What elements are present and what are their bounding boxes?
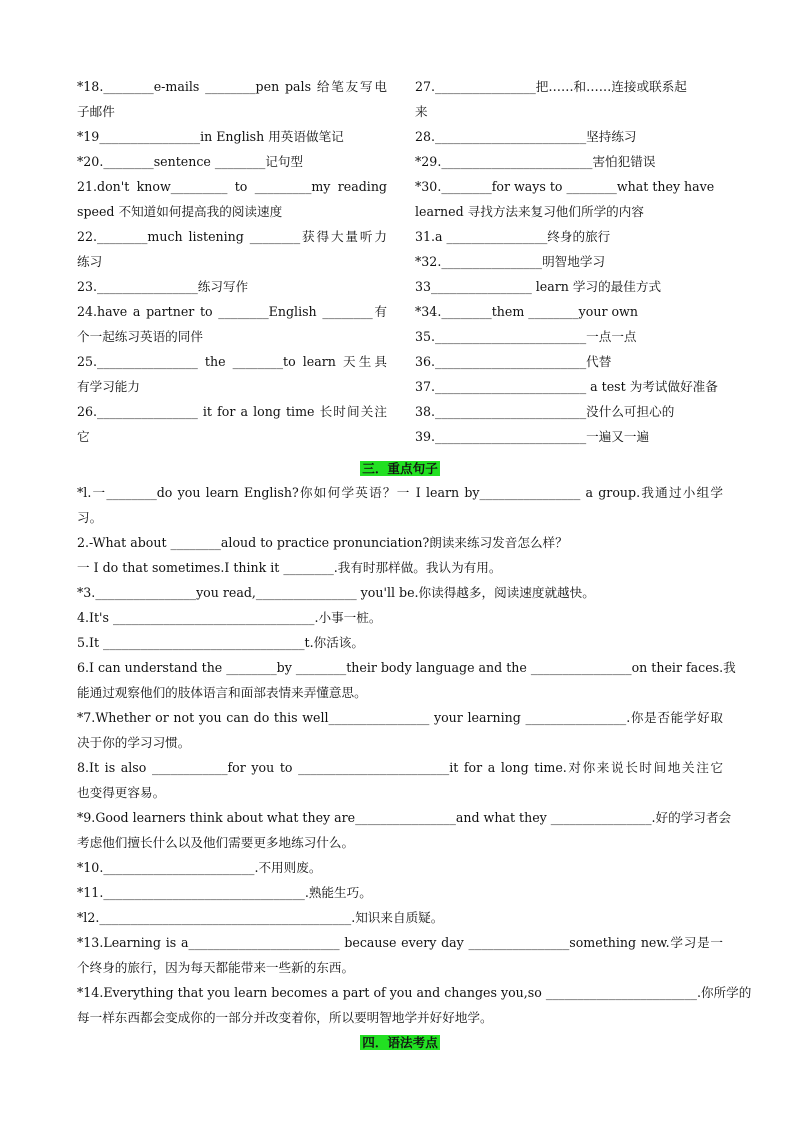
exercise-item-line: 28.________________________坚持练习 [415, 129, 637, 144]
sentence-item [77, 630, 723, 655]
exercise-item [415, 174, 727, 224]
sentence-item-line: 6.I can understand the ________by ________their body language and the ________________on their faces.我 [77, 660, 736, 675]
exercise-item-line: 24.have a partner to ________English ________有 [77, 304, 387, 319]
exercise-item-line: 39.________________________一遍又一遍 [415, 429, 650, 444]
exercise-item [77, 224, 387, 274]
section-title: 三．重点句子 [362, 461, 438, 476]
exercise-item-line: *29.________________________害怕犯错误 [415, 154, 656, 169]
exercise-item [415, 399, 727, 424]
exercise-item [415, 274, 727, 299]
sentence-item [77, 605, 723, 630]
sentence-item-line: *11.________________________________.熟能生巧。 [77, 885, 372, 900]
sentence-item-line: 考虑他们擅长什么以及他们需要更多地练习什么。 [77, 835, 355, 850]
exercise-item [77, 274, 387, 299]
exercise-item [415, 349, 727, 374]
sentence-item-line: 一 I do that sometimes.I think it ________.我有时那样做。我认为有用。 [77, 560, 502, 575]
sentence-item-line: 8.It is also ____________for you to ________________________it for a long time.对你来说长时间地关注它 [77, 760, 723, 775]
exercise-item-line: 37.________________________ a test 为考试做好准备 [415, 379, 718, 394]
exercise-item [77, 349, 387, 399]
exercise-item-line: *34.________them ________your own [415, 304, 638, 319]
exercise-item [415, 374, 727, 399]
exercise-item-line: speed 不知道如何提高我的阅读速度 [77, 204, 283, 219]
exercise-item-line: 练习 [77, 254, 103, 269]
exercise-item [77, 174, 387, 224]
sentence-item [77, 805, 732, 855]
exercise-item [415, 224, 727, 249]
section-heading-grammar [77, 1032, 723, 1054]
exercise-item-line: learned 寻找方法来复习他们所学的内容 [415, 204, 644, 219]
sentence-item-line: *9.Good learners think about what they are________________and what they ________________.好的学习者会 [77, 810, 732, 825]
sentences-section [77, 456, 752, 1054]
exercise-item [415, 149, 727, 174]
exercise-item-line: *32.________________明智地学习 [415, 254, 606, 269]
sentence-item [77, 755, 723, 805]
sentence-item-line: *l2.________________________________________.知识来自质疑。 [77, 910, 444, 925]
left-column [77, 74, 387, 449]
sentence-list [77, 480, 752, 1030]
sentence-item-line: 4.It's ________________________________.小事一桩。 [77, 610, 382, 625]
sentence-item-line: *10.________________________.不用则废。 [77, 860, 322, 875]
sentence-item-line: *13.Learning is a________________________ because every day ________________something new.学习是一 [77, 935, 723, 950]
vocabulary-columns [77, 74, 727, 449]
sentence-item-line: 决于你的学习习惯。 [77, 735, 191, 750]
exercise-item-line: *19________________in English 用英语做笔记 [77, 129, 344, 144]
sentence-item-line: 每一样东西都会变成你的一部分并改变着你，所以要明智地学并好好地学。 [77, 1010, 493, 1025]
exercise-item [415, 424, 727, 449]
exercise-item-line: 35.________________________一点一点 [415, 329, 637, 344]
exercise-item-line: 25.________________ the ________to learn 天生具 [77, 354, 387, 369]
exercise-item [77, 149, 387, 174]
exercise-item-line: 27.________________把……和……连接或联系起 [415, 79, 687, 94]
exercise-item [77, 74, 387, 124]
section-heading-key-sentences [77, 458, 723, 480]
exercise-item [77, 299, 387, 349]
sentence-item-line: 也变得更容易。 [77, 785, 166, 800]
sentence-item [77, 705, 723, 755]
sentence-item-line: *l.一________do you learn English?你如何学英语？一 I learn by________________ a group.我通过小组学 [77, 485, 723, 500]
exercise-item [415, 324, 727, 349]
sentence-item [77, 480, 723, 530]
exercise-item-line: 38.________________________没什么可担心的 [415, 404, 675, 419]
exercise-item-line: *30.________for ways to ________what they have [415, 179, 715, 194]
exercise-item-line: 子邮件 [77, 104, 115, 119]
exercise-item-line: 有学习能力 [77, 379, 140, 394]
sentence-item [77, 555, 723, 580]
sentence-item-line: *7.Whether or not you can do this well________________ your learning ________________.你是否能学好取 [77, 710, 723, 725]
exercise-item-line: 31.a ________________终身的旅行 [415, 229, 611, 244]
section-title: 四．语法考点 [362, 1035, 438, 1050]
sentence-item-line: *14.Everything that you learn becomes a part of you and changes you,so ________________________.你所学的 [77, 985, 752, 1000]
exercise-item-line: 23.________________练习写作 [77, 279, 249, 294]
exercise-item [77, 399, 387, 449]
exercise-item-line: 36.________________________代替 [415, 354, 612, 369]
sentence-item [77, 930, 723, 980]
sentence-item-line: 习。 [77, 510, 103, 525]
exercise-item-line: 21.don't know_________ to _________my reading [77, 179, 387, 194]
sentence-item [77, 980, 752, 1030]
sentence-item-line: *3.________________you read,________________ you'll be.你读得越多，阅读速度就越快。 [77, 585, 595, 600]
exercise-item-line: 33________________ learn 学习的最佳方式 [415, 279, 662, 294]
sentence-item [77, 880, 723, 905]
exercise-item [415, 124, 727, 149]
sentence-item-line: 2.-What about ________aloud to practice pronunciation?朗读来练习发音怎么样？ [77, 535, 568, 550]
exercise-item-line: *20.________sentence ________记句型 [77, 154, 304, 169]
exercise-item-line: *18.________e-mails ________pen pals 给笔友写电 [77, 79, 387, 94]
exercise-item-line: 22.________much listening ________获得大量听力 [77, 229, 387, 244]
exercise-item [415, 299, 727, 324]
sentence-item [77, 655, 736, 705]
sentence-item-line: 5.It ________________________________t.你活该。 [77, 635, 364, 650]
exercise-item [415, 74, 727, 124]
exercise-item-line: 个一起练习英语的同伴 [77, 329, 203, 344]
exercise-item-line: 来 [415, 104, 428, 119]
sentence-item [77, 905, 723, 930]
exercise-item [77, 124, 387, 149]
sentence-item [77, 580, 723, 605]
exercise-item [415, 249, 727, 274]
exercise-item-line: 26.________________ it for a long time 长时间关注 [77, 404, 387, 419]
exercise-item-line: 它 [77, 429, 90, 444]
sentence-item-line: 个终身的旅行，因为每天都能带来一些新的东西。 [77, 960, 355, 975]
right-column [415, 74, 727, 449]
sentence-item-line: 能通过观察他们的肢体语言和面部表情来弄懂意思。 [77, 685, 367, 700]
sentence-item [77, 855, 723, 880]
sentence-item [77, 530, 723, 555]
